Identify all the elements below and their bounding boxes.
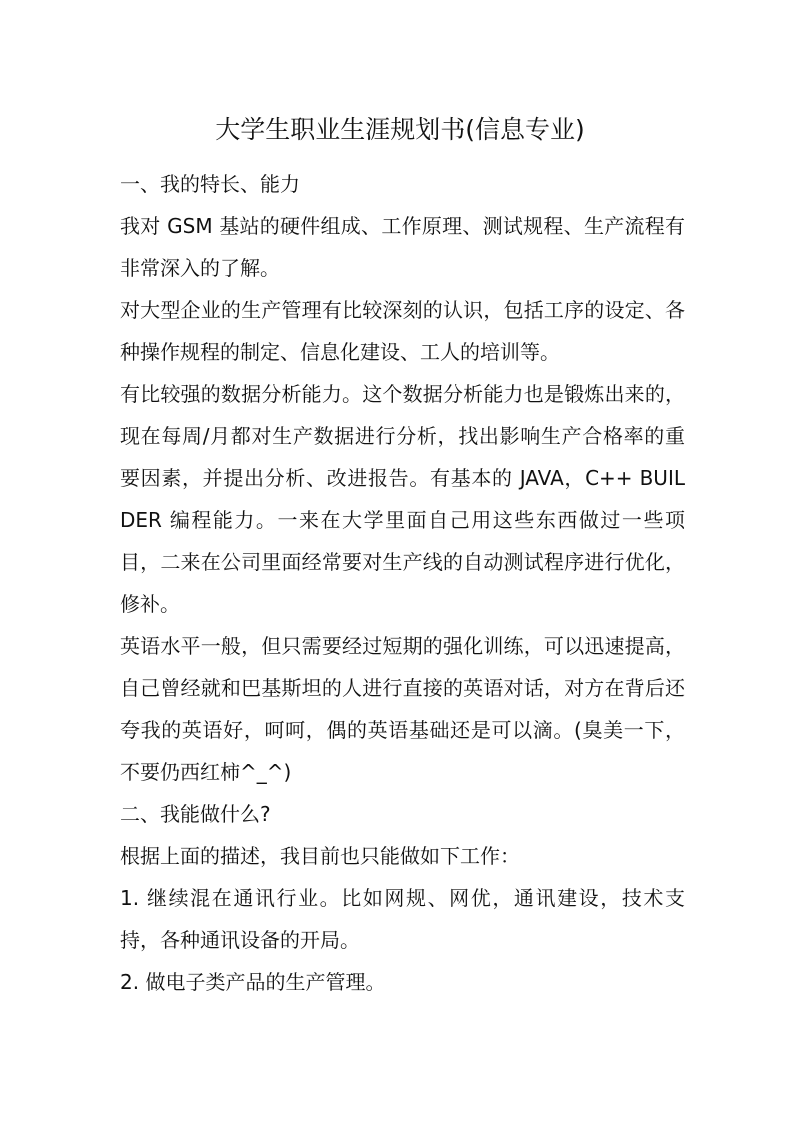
paragraph-english-level: 英语水平一般，但只需要经过短期的强化训练，可以迅速提高，自己曾经就和巴基斯坦的人进行直接的英语对话，对方在背后还夸我的英语好，呵呵，偶的英语基础还是可以滴。(臭美一下，不要仍西红柿^_^) xyxy=(120,634,685,784)
document-title: 大学生职业生涯规划书(信息专业) xyxy=(215,115,585,144)
paragraph-data-analysis: 有比较强的数据分析能力。这个数据分析能力也是锻炼出来的，现在每周/月都对生产数据进行分析，找出影响生产合格率的重要因素，并提出分析、改进报告。有基本的 JAVA，C++ BUILDER 编程能力。一来在大学里面自己用这些东西做过一些项目，二来在公司里面经常要对生产线的自动测试程序进行优化，修补。 xyxy=(120,382,685,616)
paragraph-intro-jobs: 根据上面的描述，我目前也只能做如下工作： xyxy=(120,844,520,868)
paragraph-production-management: 对大型企业的生产管理有比较深刻的认识，包括工序的设定、各种操作规程的制定、信息化建设、工人的培训等。 xyxy=(120,298,685,364)
list-item-telecom: 1. 继续混在通讯行业。比如网规、网优，通讯建设，技术支持，各种通讯设备的开局。 xyxy=(120,886,685,952)
list-item-electronics: 2. 做电子类产品的生产管理。 xyxy=(120,970,386,994)
section-heading-strengths: 一、我的特长、能力 xyxy=(120,172,300,196)
paragraph-gsm-knowledge: 我对 GSM 基站的硬件组成、工作原理、测试规程、生产流程有非常深入的了解。 xyxy=(120,214,685,280)
document-body xyxy=(120,163,685,1003)
section-heading-what-i-can-do: 二、我能做什么? xyxy=(120,802,271,826)
